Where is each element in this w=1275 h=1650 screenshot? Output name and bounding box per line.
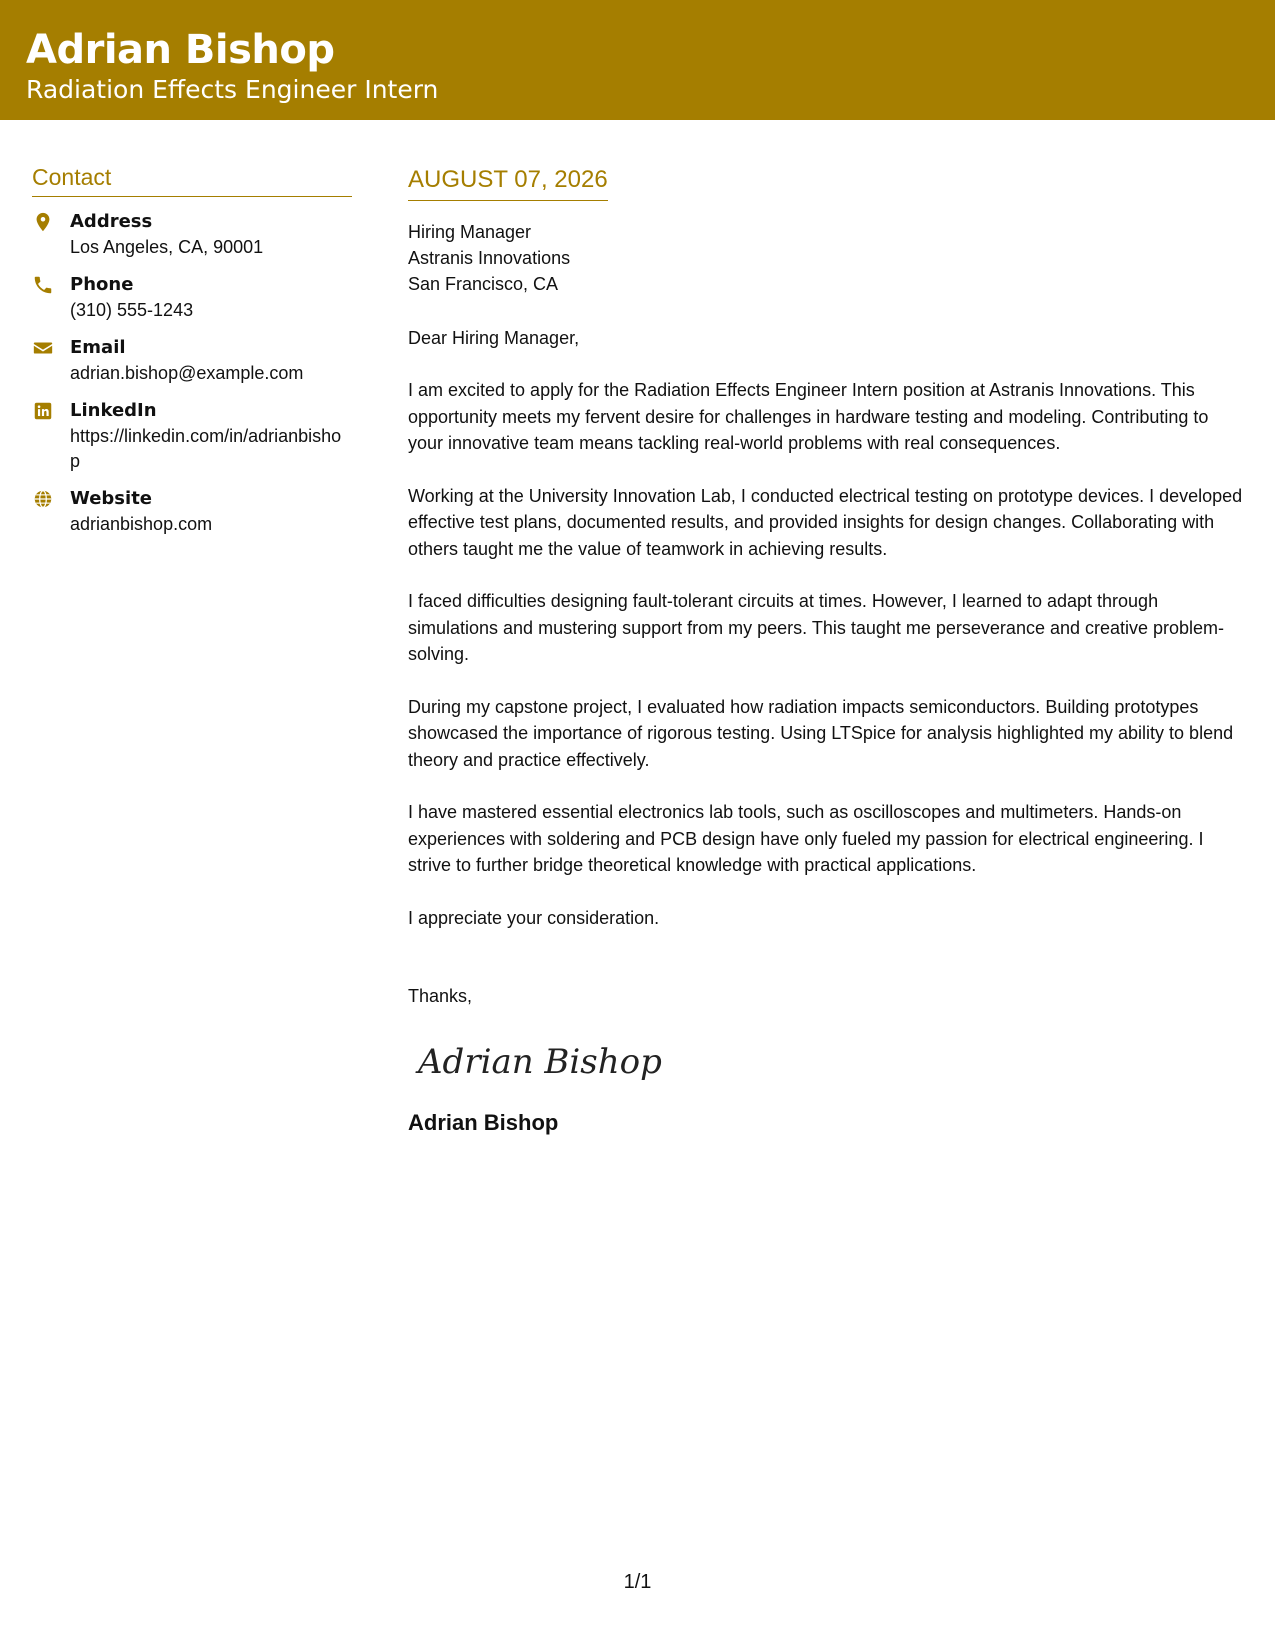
handwritten-signature (408, 1027, 668, 1091)
contact-label-linkedin: LinkedIn (70, 400, 157, 421)
phone-icon (32, 274, 54, 296)
contact-value-email: adrian.bishop@example.com (70, 363, 304, 383)
paragraph: I have mastered essential electronics lab tools, such as oscilloscopes and multimeters. Hands-on experiences with soldering and PCB design have only fueled my passion for electrical engineering. I strive to further bridge theoretical knowledge with practical applications. (408, 802, 1204, 875)
recipient-line: San Francisco, CA (408, 274, 559, 294)
letter-date: AUGUST 07, 2026 (408, 164, 608, 201)
greeting: Dear Hiring Manager, (408, 328, 580, 348)
recipient-line: Hiring Manager (408, 222, 532, 242)
contact-item-email (32, 335, 352, 386)
job-title: Radiation Effects Engineer Intern (26, 75, 439, 104)
contact-value-website[interactable]: adrianbishop.com (70, 514, 213, 534)
linkedin-icon (32, 400, 54, 422)
contact-label-website: Website (70, 488, 153, 509)
recipient-block (408, 219, 1244, 297)
contact-value-address: Los Angeles, CA, 90001 (70, 237, 264, 257)
envelope-icon (32, 337, 54, 359)
paragraph: During my capstone project, I evaluated how radiation impacts semiconductors. Building prototypes showcased the importance of rigorous testing. Using LTSpice for analysis highlighted my ability to blend theory and practice effectively. (408, 696, 1234, 770)
contact-label-address: Address (70, 211, 153, 232)
paragraph: Working at the University Innovation Lab, I conducted electrical testing on prototype devices. I developed effective test plans, documented results, and provided insights for design changes. Collaborating with others taught me the value of teamwork in achieving results. (408, 485, 1243, 559)
contact-item-linkedin (32, 398, 352, 474)
contact-section-title: Contact (32, 162, 352, 197)
letter-body (408, 164, 1244, 1138)
globe-icon (32, 488, 54, 510)
applicant-name: Adrian Bishop (26, 27, 335, 73)
signature-text: Adrian Bishop (418, 1041, 662, 1082)
contact-value-phone: (310) 555-1243 (70, 300, 194, 320)
contact-value-linkedin[interactable]: https://linkedin.com/in/adrianbishop (70, 426, 342, 471)
closing-line: I appreciate your consideration. (408, 907, 660, 928)
map-pin-icon (32, 211, 54, 233)
contact-sidebar (32, 162, 352, 549)
paragraph: I faced difficulties designing fault-tolerant circuits at times. However, I learned to adapt through simulations and mustering support from my peers. This taught me perseverance and creative problem-solving. (408, 591, 1225, 664)
page-number: 1/1 (623, 1571, 652, 1593)
paragraph: I am excited to apply for the Radiation Effects Engineer Intern position at Astranis Innovations. This opportunity meets my fervent desire for challenges in hardware testing and modeling. Contributing to your innovative team means tackling real-world problems with real consequences. (408, 380, 1209, 453)
contact-item-website (32, 486, 352, 537)
contact-label-email: Email (70, 337, 126, 358)
recipient-line: Astranis Innovations (408, 248, 571, 268)
header-banner (0, 0, 1275, 120)
contact-item-phone (32, 272, 352, 323)
contact-label-phone: Phone (70, 274, 134, 295)
signoff: Thanks, (408, 985, 473, 1006)
signed-name: Adrian Bishop (408, 1109, 559, 1135)
contact-item-address (32, 209, 352, 260)
